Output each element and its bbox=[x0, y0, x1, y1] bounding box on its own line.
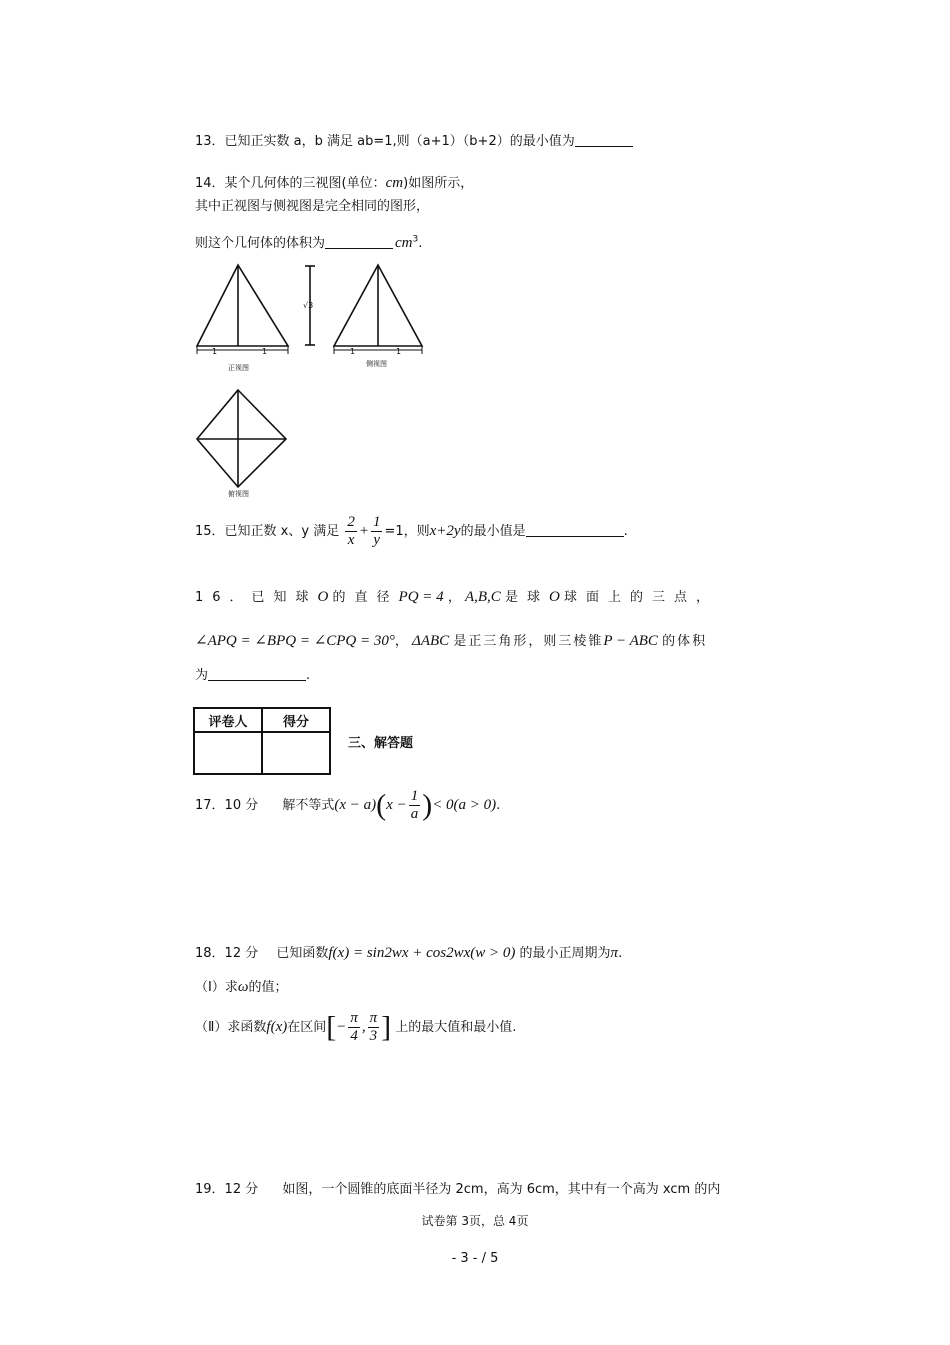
q18-omega: ω bbox=[237, 979, 249, 995]
q18-end: . bbox=[618, 946, 623, 961]
grader-cell bbox=[194, 732, 262, 774]
score-table bbox=[193, 707, 331, 775]
q17-expr: < 0(a > 0) bbox=[432, 797, 497, 813]
front-view-label: 正视图 bbox=[228, 364, 249, 372]
q15-frac1 bbox=[345, 514, 357, 549]
q18-interval-minus: − bbox=[336, 1019, 347, 1035]
q16-pq: PQ = 4 bbox=[398, 589, 444, 605]
question-19 bbox=[195, 1178, 720, 1197]
frac-num: 1 bbox=[410, 788, 419, 804]
q17-prefix: 解不等式 bbox=[282, 798, 335, 813]
frac-num: 2 bbox=[347, 514, 355, 530]
frac-den: a bbox=[410, 806, 419, 822]
page-footer: 试卷第 3页，总 4页 bbox=[421, 1214, 529, 1228]
q18-part1-text: （Ⅰ）求 bbox=[195, 980, 238, 995]
frac-num: π bbox=[369, 1010, 378, 1026]
q18-function: f(x) = sin2wx + cos2wx(w > 0) bbox=[328, 945, 516, 961]
q14-unit: cm bbox=[385, 175, 404, 191]
q15-end: . bbox=[623, 524, 628, 539]
q15-suffix: 的最小值是 bbox=[460, 524, 526, 539]
side-dim-right: 1 bbox=[396, 347, 402, 356]
frac-num: π bbox=[350, 1010, 358, 1026]
q17-expr: (x − a) bbox=[334, 797, 377, 813]
question-15: 15．已知正数 x、y 满足 $\frac{2}{x}$ + $\frac{1}{y}$ =1，则x+2y的最小值是 . bbox=[195, 514, 628, 548]
side-dim-left: 1 bbox=[350, 347, 356, 356]
top-view-label: 俯视图 bbox=[228, 490, 249, 498]
score-header: 得分 bbox=[262, 708, 330, 732]
q16-text: 是正三角形，则三棱锥 bbox=[453, 634, 604, 649]
q18-fx: f(x) bbox=[266, 1019, 288, 1035]
q14-text-end: )如图所示， bbox=[403, 176, 474, 191]
q15-expr: x+2y bbox=[429, 523, 461, 539]
three-view-figure bbox=[190, 258, 430, 503]
q18-suffix: 的最小正周期为 bbox=[519, 946, 611, 961]
q17-expr: x − bbox=[386, 797, 407, 813]
q18-part2-text: （Ⅱ）求函数 bbox=[195, 1020, 267, 1035]
q15-prefix: 15．已知正数 x、y 满足 bbox=[195, 524, 340, 539]
q14-text: 14．某个几何体的三视图(单位： bbox=[195, 176, 386, 191]
q17-frac bbox=[409, 788, 421, 823]
question-18 bbox=[195, 942, 622, 962]
q14-sup: 3 bbox=[412, 234, 419, 245]
q16-o: O bbox=[317, 589, 329, 605]
frac-den: 3 bbox=[369, 1028, 378, 1044]
q16-points: A,B,C bbox=[464, 589, 501, 605]
q19-text: 如图，一个圆锥的底面半径为 2cm，高为 6cm，其中有一个高为 xcm 的内 bbox=[282, 1182, 721, 1197]
frac-den: y bbox=[373, 532, 381, 548]
question-17: 17．10 分 解不等式(x − a)(x − $\frac{1}{a}$ )< 0(a > 0). bbox=[195, 788, 501, 822]
question-13 bbox=[195, 130, 633, 149]
q16-text: 的体积 bbox=[662, 634, 708, 649]
q16-text: 16．已知球 bbox=[195, 590, 318, 605]
q18-part2-text: 在区间 bbox=[287, 1020, 327, 1035]
q16-end: . bbox=[306, 668, 311, 683]
q16-o: O bbox=[548, 589, 560, 605]
q16-comma: ， bbox=[394, 634, 408, 649]
q18-interval-left bbox=[348, 1010, 360, 1045]
q14-line3-text: 则这个几何体的体积为 bbox=[195, 236, 326, 251]
question-14-line1 bbox=[195, 172, 473, 192]
section-title: 三、解答题 bbox=[348, 736, 414, 751]
q18-prefix: 已知函数 bbox=[276, 946, 329, 961]
q16-comma: ， bbox=[447, 590, 461, 605]
answer-blank bbox=[208, 668, 306, 681]
q16-text: 的直径 bbox=[332, 590, 399, 605]
q15-eq: =1，则 bbox=[384, 524, 430, 539]
question-16-line2 bbox=[195, 630, 707, 650]
page-number: - 3 - / 5 bbox=[451, 1251, 499, 1266]
answer-blank bbox=[325, 236, 393, 249]
front-view-triangle bbox=[197, 265, 288, 346]
grader-header: 评卷人 bbox=[194, 708, 262, 732]
frac-num: 1 bbox=[372, 514, 381, 530]
q16-text: 是球 bbox=[504, 590, 549, 605]
question-14-line2: 其中正视图与侧视图是完全相同的图形， bbox=[195, 199, 430, 214]
answer-blank bbox=[526, 524, 624, 537]
q19-number: 19．12 分 bbox=[195, 1182, 259, 1197]
q18-number: 18．12 分 bbox=[195, 946, 259, 961]
q15-frac2 bbox=[371, 514, 383, 549]
q17-number: 17．10 分 bbox=[195, 798, 259, 813]
q16-pyramid: P − ABC bbox=[603, 633, 658, 649]
answer-blank bbox=[575, 134, 633, 147]
q14-unit3: cm bbox=[395, 235, 413, 251]
q14-end: . bbox=[418, 236, 423, 251]
question-16-line1 bbox=[195, 586, 718, 606]
q16-angles: ∠APQ = ∠BPQ = ∠CPQ = 30° bbox=[195, 633, 395, 649]
q18-pi: π bbox=[610, 945, 619, 961]
q16-text: 球面上的三点， bbox=[563, 590, 718, 605]
q16-triangle: ΔABC bbox=[412, 633, 450, 649]
q13-text: 13．已知正实数 a，b 满足 ab=1,则（a+1）（b+2）的最小值为 bbox=[195, 134, 575, 149]
q16-text: 为 bbox=[195, 668, 209, 683]
q17-end: . bbox=[496, 798, 501, 813]
question-16-line3 bbox=[195, 664, 310, 683]
frac-den: 4 bbox=[350, 1028, 358, 1044]
frac-den: x bbox=[347, 532, 355, 548]
front-dim-right: 1 bbox=[262, 347, 268, 356]
q18-interval-right bbox=[368, 1010, 380, 1045]
q18-part1-end: 的值； bbox=[248, 980, 288, 995]
score-cell bbox=[262, 732, 330, 774]
q18-part2-end: 上的最大值和最小值. bbox=[395, 1020, 517, 1035]
front-dim-left: 1 bbox=[212, 347, 218, 356]
height-dim: √3 bbox=[303, 301, 314, 310]
side-view-label: 侧视图 bbox=[366, 360, 387, 368]
question-18-part1 bbox=[195, 976, 287, 996]
question-18-part2: （Ⅱ）求函数f(x)在区间[− $\frac{\pi}{4}$ , $\frac{\pi}{3}$ ] 上的最大值和最小值. bbox=[195, 1010, 517, 1044]
question-14-line3 bbox=[195, 232, 422, 252]
